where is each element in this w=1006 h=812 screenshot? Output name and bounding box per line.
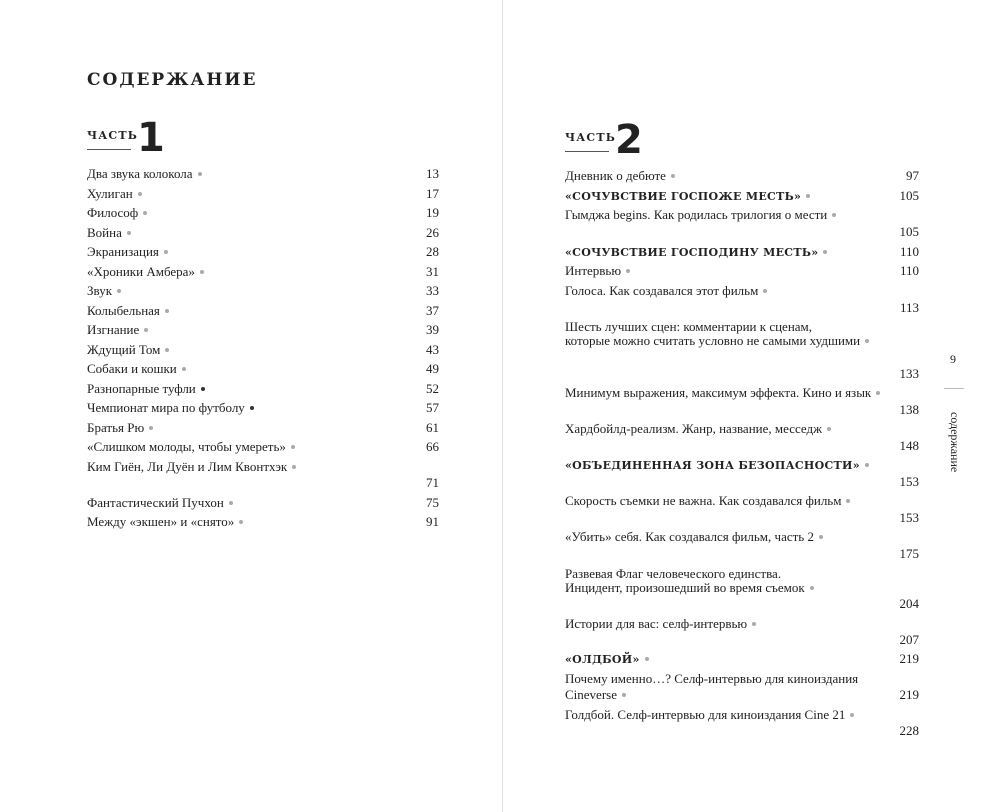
toc-page-number: 61 (426, 420, 439, 435)
toc-entry: Братья Рю (87, 421, 153, 435)
toc-entry: Хулиган (87, 187, 142, 201)
toc-page-number: 219 (899, 651, 919, 666)
toc-entry: «Хроники Амбера» (87, 265, 204, 279)
toc-page-number: 31 (426, 264, 439, 279)
toc-title: СОДЕРЖАНИЕ (87, 70, 258, 90)
part-1-heading (87, 112, 187, 161)
bullet-icon (810, 586, 814, 590)
toc-page-number: 71 (426, 475, 439, 490)
toc-page-number: 110 (899, 263, 919, 278)
toc-film-heading: «СОЧУВСТВИЕ ГОСПОЖЕ МЕСТЬ» (565, 190, 810, 204)
page-gutter (502, 0, 503, 812)
toc-page-number: 105 (899, 188, 919, 203)
toc-entry: Два звука колокола (87, 167, 202, 181)
toc-entry-continuation: Cineverse (565, 688, 626, 702)
toc-page-number: 97 (906, 168, 919, 183)
bullet-icon (832, 213, 836, 217)
folio-rule (944, 388, 964, 389)
toc-page-number: 43 (426, 342, 439, 357)
toc-page-number: 28 (426, 244, 439, 259)
bullet-icon (865, 339, 869, 343)
toc-entry: Ждущий Том (87, 343, 169, 357)
part-number: 2 (615, 117, 643, 163)
bullet-icon (138, 192, 142, 196)
bullet-icon (876, 391, 880, 395)
part-number: 1 (137, 115, 165, 161)
bullet-icon (127, 231, 131, 235)
toc-page-number: 57 (426, 400, 439, 415)
toc-entry: Истории для вас: селф-интервью (565, 617, 756, 631)
bullet-icon (200, 270, 204, 274)
toc-entry: Фантастический Пучхон (87, 496, 233, 510)
toc-entry: Интервью (565, 264, 630, 278)
bullet-icon (198, 172, 202, 176)
toc-page-number: 110 (899, 244, 919, 259)
toc-page-number: 26 (426, 225, 439, 240)
bullet-icon (763, 289, 767, 293)
toc-entry: Минимум выражения, максимум эффекта. Кино и язык (565, 386, 880, 400)
toc-entry: «Убить» себя. Как создавался фильм, часть 2 (565, 530, 823, 544)
bullet-icon (149, 426, 153, 430)
toc-page-number: 133 (899, 366, 919, 381)
part-label: ЧАСТЬ (565, 131, 617, 144)
bullet-icon (250, 406, 254, 410)
bullet-icon (827, 427, 831, 431)
toc-page-number: 148 (899, 438, 919, 453)
toc-film-heading: «ОБЪЕДИНЕННАЯ ЗОНА БЕЗОПАСНОСТИ» (565, 459, 869, 473)
bullet-icon (144, 328, 148, 332)
toc-page-number: 175 (899, 546, 919, 561)
toc-entry: Экранизация (87, 245, 168, 259)
toc-page-number: 153 (899, 474, 919, 489)
bullet-icon (823, 250, 827, 254)
toc-page-number: 37 (426, 303, 439, 318)
toc-page-number: 19 (426, 205, 439, 220)
toc-page-number: 66 (426, 439, 439, 454)
part-rule (565, 151, 609, 152)
part-2-heading (565, 114, 665, 163)
toc-entry: Почему именно…? Селф-интервью для киноиздания (565, 671, 859, 686)
bullet-icon (164, 250, 168, 254)
bullet-icon (165, 348, 169, 352)
toc-entry: Разнопарные туфли (87, 382, 205, 396)
toc-entry: Война (87, 226, 131, 240)
toc-entry: Голдбой. Селф-интервью для киноиздания Cine 21 (565, 708, 854, 722)
toc-film-heading: «ОЛДБОЙ» (565, 653, 649, 667)
toc-page-number: 204 (899, 596, 919, 611)
part-rule (87, 149, 131, 150)
toc-page-number: 49 (426, 361, 439, 376)
toc-page-number: 13 (426, 166, 439, 181)
bullet-icon (819, 535, 823, 539)
running-title: содержание (948, 412, 962, 473)
folio-page-number: 9 (950, 352, 956, 366)
toc-page-number: 105 (899, 224, 919, 239)
toc-page-number: 91 (426, 514, 439, 529)
toc-entry: Ким Гиён, Ли Дуён и Лим Квонтхэк (87, 460, 296, 474)
toc-page-number: 17 (426, 186, 439, 201)
toc-entry: Звук (87, 284, 121, 298)
toc-page-number: 228 (899, 723, 919, 738)
bullet-icon (292, 465, 296, 469)
bullet-icon (291, 445, 295, 449)
toc-page-number: 75 (426, 495, 439, 510)
bullet-icon (752, 622, 756, 626)
toc-page-number: 153 (899, 510, 919, 525)
toc-entry: Голоса. Как создавался этот фильм (565, 284, 767, 298)
bullet-icon (117, 289, 121, 293)
part-label: ЧАСТЬ (87, 129, 139, 142)
toc-entry: Гымджа begins. Как родилась трилогия о мести (565, 208, 836, 222)
bullet-icon (239, 520, 243, 524)
toc-entry-continuation: Инцидент, произошедший во время съемок (565, 581, 814, 595)
toc-page-number: 33 (426, 283, 439, 298)
toc-entry: Философ (87, 206, 147, 220)
toc-entry: Дневник о дебюте (565, 169, 675, 183)
bullet-icon (229, 501, 233, 505)
toc-page-number: 138 (899, 402, 919, 417)
toc-entry: Скорость съемки не важна. Как создавался фильм (565, 494, 850, 508)
bullet-icon (201, 387, 205, 391)
toc-page-number: 207 (899, 632, 919, 647)
toc-entry-continuation: которые можно считать условно не самыми худшими (565, 334, 869, 348)
bullet-icon (626, 269, 630, 273)
bullet-icon (846, 499, 850, 503)
toc-page-number: 52 (426, 381, 439, 396)
toc-film-heading: «СОЧУВСТВИЕ ГОСПОДИНУ МЕСТЬ» (565, 246, 827, 260)
bullet-icon (645, 657, 649, 661)
toc-page-number: 39 (426, 322, 439, 337)
toc-entry: Шесть лучших сцен: комментарии к сценам, (565, 319, 813, 334)
toc-entry: Собаки и кошки (87, 362, 186, 376)
bullet-icon (850, 713, 854, 717)
toc-entry: Колыбельная (87, 304, 169, 318)
toc-entry: Развевая Флаг человеческого единства. (565, 566, 782, 581)
bullet-icon (865, 463, 869, 467)
toc-entry: Хардбойлд-реализм. Жанр, название, месседж (565, 422, 831, 436)
bullet-icon (806, 194, 810, 198)
toc-entry: Между «экшен» и «снято» (87, 515, 243, 529)
bullet-icon (165, 309, 169, 313)
bullet-icon (182, 367, 186, 371)
bullet-icon (143, 211, 147, 215)
bullet-icon (671, 174, 675, 178)
toc-page-number: 219 (899, 687, 919, 702)
bullet-icon (622, 693, 626, 697)
toc-entry: Изгнание (87, 323, 148, 337)
toc-entry: «Слишком молоды, чтобы умереть» (87, 440, 295, 454)
toc-entry: Чемпионат мира по футболу (87, 401, 254, 415)
toc-page-number: 113 (899, 300, 919, 315)
